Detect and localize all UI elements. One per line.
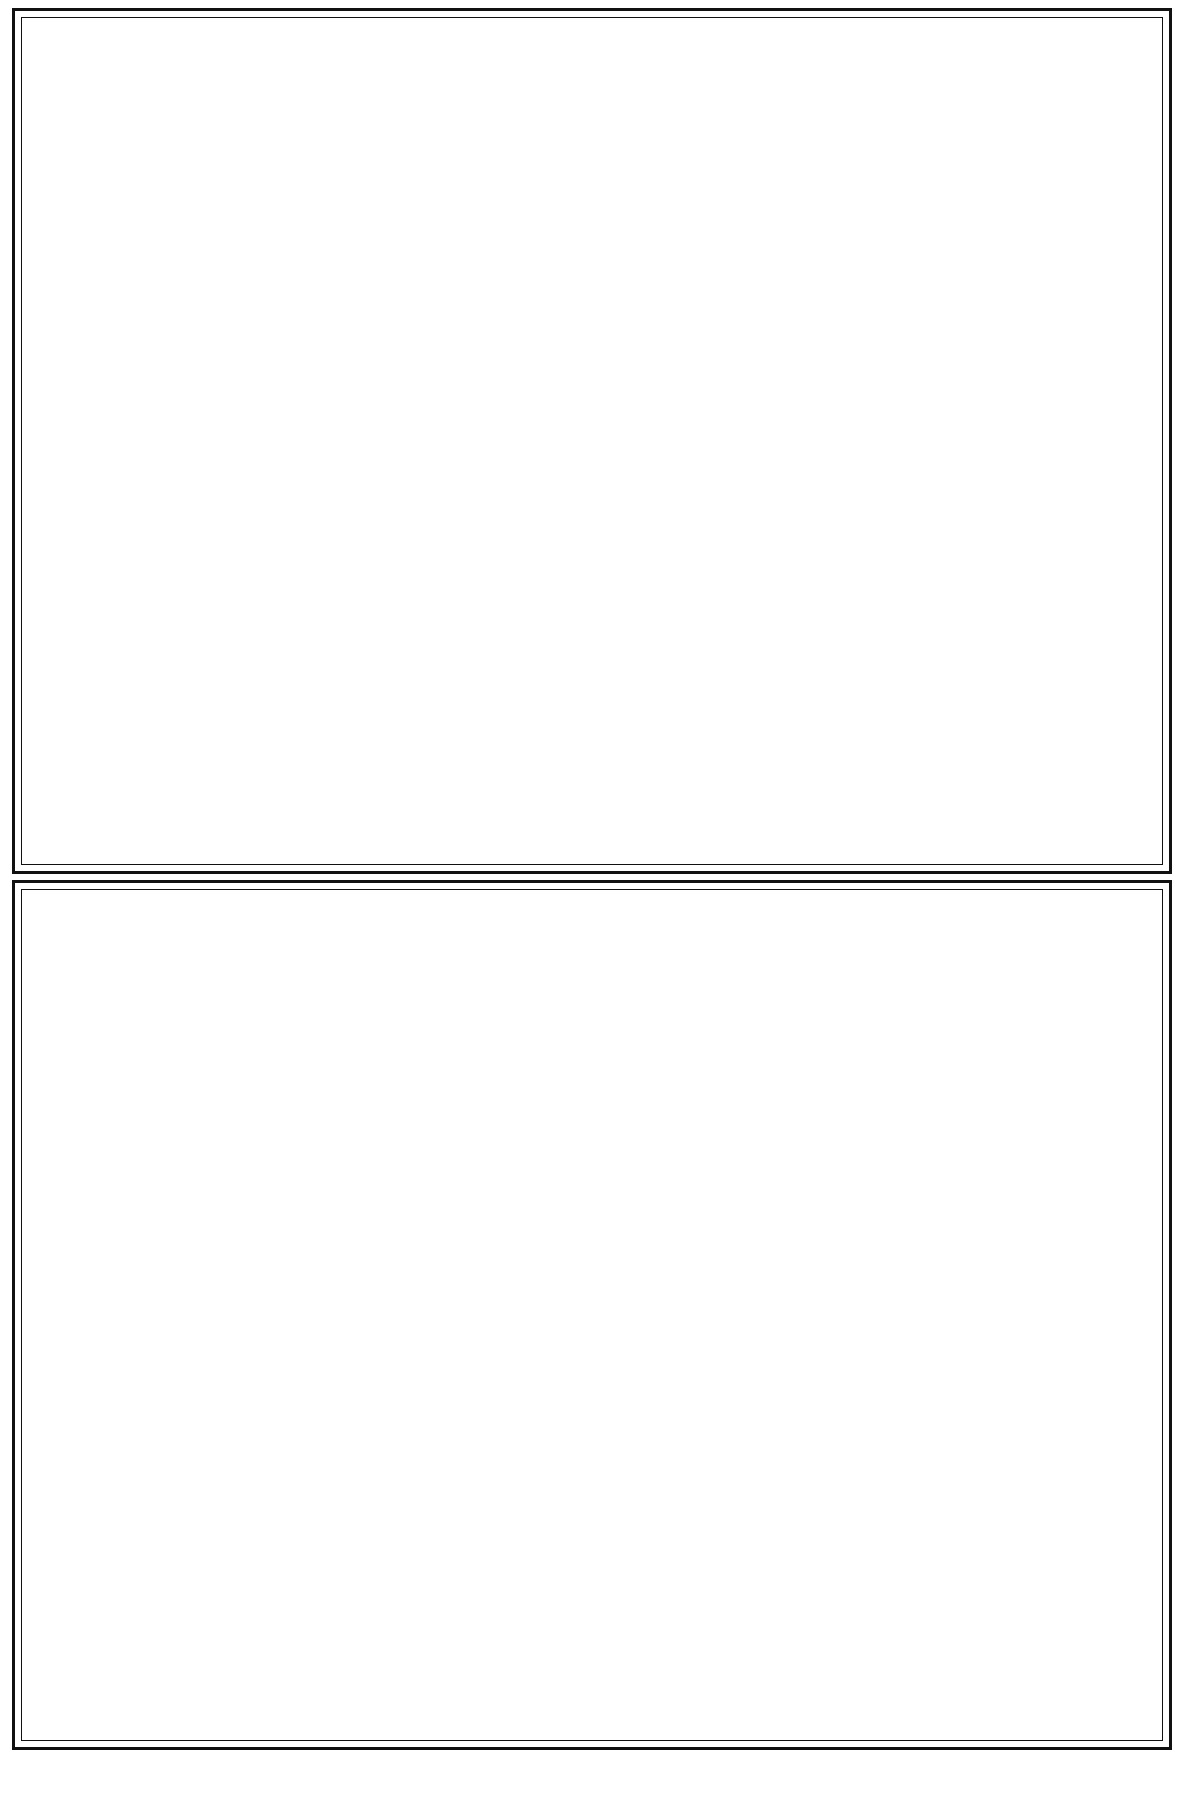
- top-page-inner-border: [21, 17, 1163, 865]
- bottom-page-frame: [12, 880, 1172, 1750]
- bottom-page-inner-border: [21, 889, 1163, 1741]
- top-page-columns: [22, 18, 1162, 864]
- top-page-frame: [12, 8, 1172, 874]
- bottom-page-columns: [22, 890, 1162, 1740]
